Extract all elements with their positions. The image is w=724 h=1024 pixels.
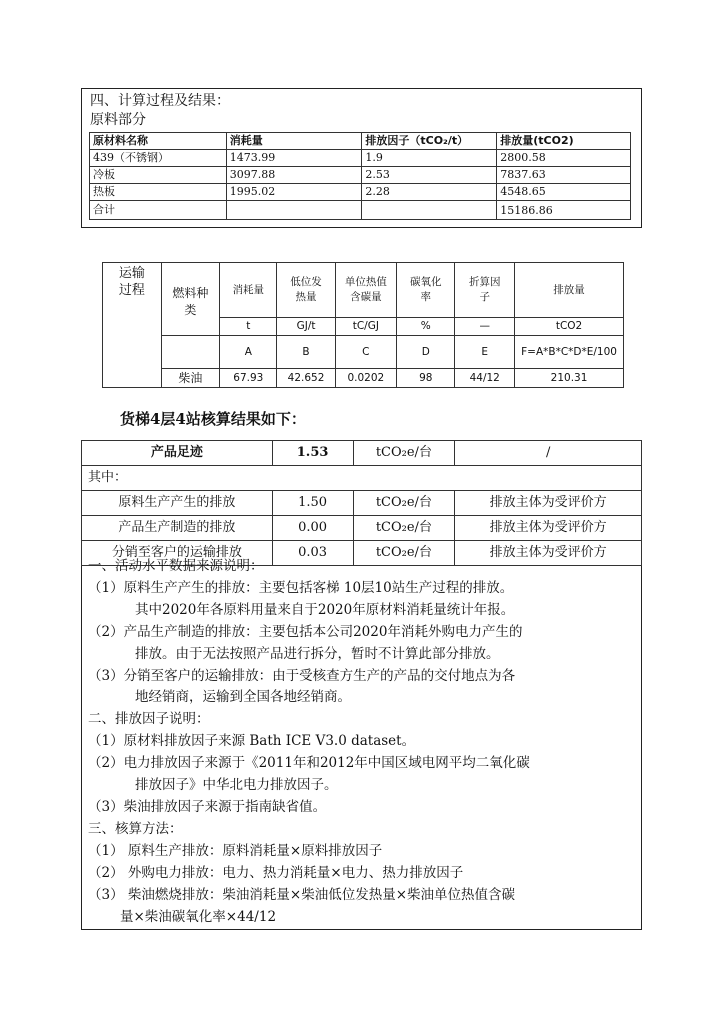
footprint-row-value: 0.00 [272,516,353,541]
transport-unit: t [220,318,277,336]
footprint-row-unit: tCO₂e/台 [353,541,455,566]
table-row [82,516,642,541]
transport-unit: — [455,318,515,336]
table-row [90,184,631,201]
footprint-label: 产品足迹 [82,441,273,466]
material-emission: 15186.86 [497,201,631,220]
material-name: 合计 [90,201,227,220]
footprint-note: / [455,441,642,466]
transport-header: 低位发热量 [277,263,335,318]
table-row [82,491,642,516]
transport-value: 42.652 [277,369,335,388]
transport-header: 排放量 [515,263,624,318]
material-emission: 4548.65 [497,184,631,201]
transport-value: 0.0202 [335,369,397,388]
notes-line: 排放。由于无法按照产品进行拆分，暂时不计算此部分排放。 [135,645,500,662]
material-factor: 1.9 [362,150,497,167]
materials-header: 消耗量 [226,133,362,150]
transport-symbol: D [397,336,455,369]
material-consumption: 3097.88 [226,167,362,184]
transport-symbol: C [335,336,397,369]
footprint-row-unit: tCO₂e/台 [353,491,455,516]
notes-section2-title: 二、排放因子说明： [88,711,210,728]
footprint-row-subject: 排放主体为受评价方 [455,541,642,566]
footprint-row-value: 1.50 [272,491,353,516]
notes-section1-title: 一、活动水平数据来源说明： [88,558,264,574]
fuel-type-text: 燃料种类 [172,286,209,317]
transport-unit: % [397,318,455,336]
footprint-row-label: 原料生产产生的排放 [82,491,273,516]
notes-line: （1）原料生产产生的排放：主要包括客梯 10层10站生产过程的排放。 [88,579,514,596]
transport-formula: F=A*B*C*D*E/100 [515,336,624,369]
footprint-row-label: 分销至客户的运输排放 [82,541,273,566]
footprint-unit: tCO₂e/台 [353,441,455,466]
footprint-ofwhich-row [82,466,642,491]
section4-subtitle: 原料部分 [90,112,146,128]
material-factor [362,201,497,220]
notes-line: 其中2020年各原料用量来自于2020年原材料消耗量统计年报。 [135,601,515,618]
materials-header: 原材料名称 [90,133,227,150]
transport-table [102,262,624,388]
fuel-type-label [161,263,220,336]
notes-line: 量×柴油碳氧化率×44/12 [120,908,277,925]
materials-header-row [90,133,631,150]
notes-line: （2） 外购电力排放：电力、热力消耗量×电力、热力排放因子 [88,864,464,881]
table-row [90,167,631,184]
footprint-ofwhich: 其中： [82,466,642,491]
transport-symbol-blank [161,336,220,369]
notes-section3-title: 三、核算方法： [88,820,183,837]
transport-header: 折算因子 [455,263,515,318]
notes-line: （2）产品生产制造的排放：主要包括本公司2020年消耗外购电力产生的 [88,623,523,640]
material-emission: 2800.58 [497,150,631,167]
material-consumption: 1995.02 [226,184,362,201]
notes-block [88,556,636,928]
transport-value-row [103,369,624,388]
table-row [90,150,631,167]
transport-section-blank [103,369,162,388]
material-name: 439（不锈钢） [90,150,227,167]
transport-value: 67.93 [220,369,277,388]
notes-line: 排放因子》中华北电力排放因子。 [135,777,338,794]
transport-symbol: E [455,336,515,369]
material-name: 冷板 [90,167,227,184]
notes-line: （3）分销至客户的运输排放：由于受核查方生产的产品的交付地点为各 [88,667,516,684]
material-emission: 7837.63 [497,167,631,184]
transport-header-row [103,263,624,318]
transport-value: 210.31 [515,369,624,388]
transport-header: 单位热值含碳量 [335,263,397,318]
materials-header: 排放因子（tCO₂/t） [362,133,497,150]
material-consumption: 1473.99 [226,150,362,167]
transport-header: 消耗量 [220,263,277,318]
footprint-total-row [82,441,642,466]
notes-line: （1） 原料生产排放：原料消耗量×原料排放因子 [88,842,383,859]
notes-line: （2）电力排放因子来源于《2011年和2012年中国区域电网平均二氧化碳 [88,755,530,772]
footprint-row-subject: 排放主体为受评价方 [455,491,642,516]
transport-value: 98 [397,369,455,388]
notes-line: 地经销商，运输到全国各地经销商。 [135,689,351,706]
section4-title: 四、计算过程及结果： [90,93,230,109]
transport-section-label [103,263,162,369]
material-factor: 2.53 [362,167,497,184]
transport-unit: GJ/t [277,318,335,336]
footprint-row-unit: tCO₂e/台 [353,516,455,541]
materials-header: 排放量(tCO2) [497,133,631,150]
material-consumption [226,201,362,220]
footprint-table [81,440,642,566]
footprint-value: 1.53 [272,441,353,466]
transport-unit: tC/GJ [335,318,397,336]
material-factor: 2.28 [362,184,497,201]
transport-unit: tCO2 [515,318,624,336]
material-name: 热板 [90,184,227,201]
transport-symbol: A [220,336,277,369]
materials-total-row [90,201,631,220]
footprint-row-value: 0.03 [272,541,353,566]
notes-line: （1）原材料排放因子来源 Bath ICE V3.0 dataset。 [88,733,416,750]
transport-fuel: 柴油 [161,369,220,388]
footprint-row-subject: 排放主体为受评价方 [455,516,642,541]
transport-value: 44/12 [455,369,515,388]
notes-line: （3）柴油排放因子来源于指南缺省值。 [88,798,327,815]
transport-section-text: 运输过程 [118,266,145,298]
transport-symbol-row [103,336,624,369]
notes-line: （3） 柴油燃烧排放：柴油消耗量×柴油低位发热量×柴油单位热值含碳 [88,886,516,903]
summary-heading: 货梯4层4站核算结果如下： [120,410,306,428]
materials-table [89,132,631,220]
footprint-row-label: 产品生产制造的排放 [82,516,273,541]
transport-header: 碳氧化率 [397,263,455,318]
transport-symbol: B [277,336,335,369]
